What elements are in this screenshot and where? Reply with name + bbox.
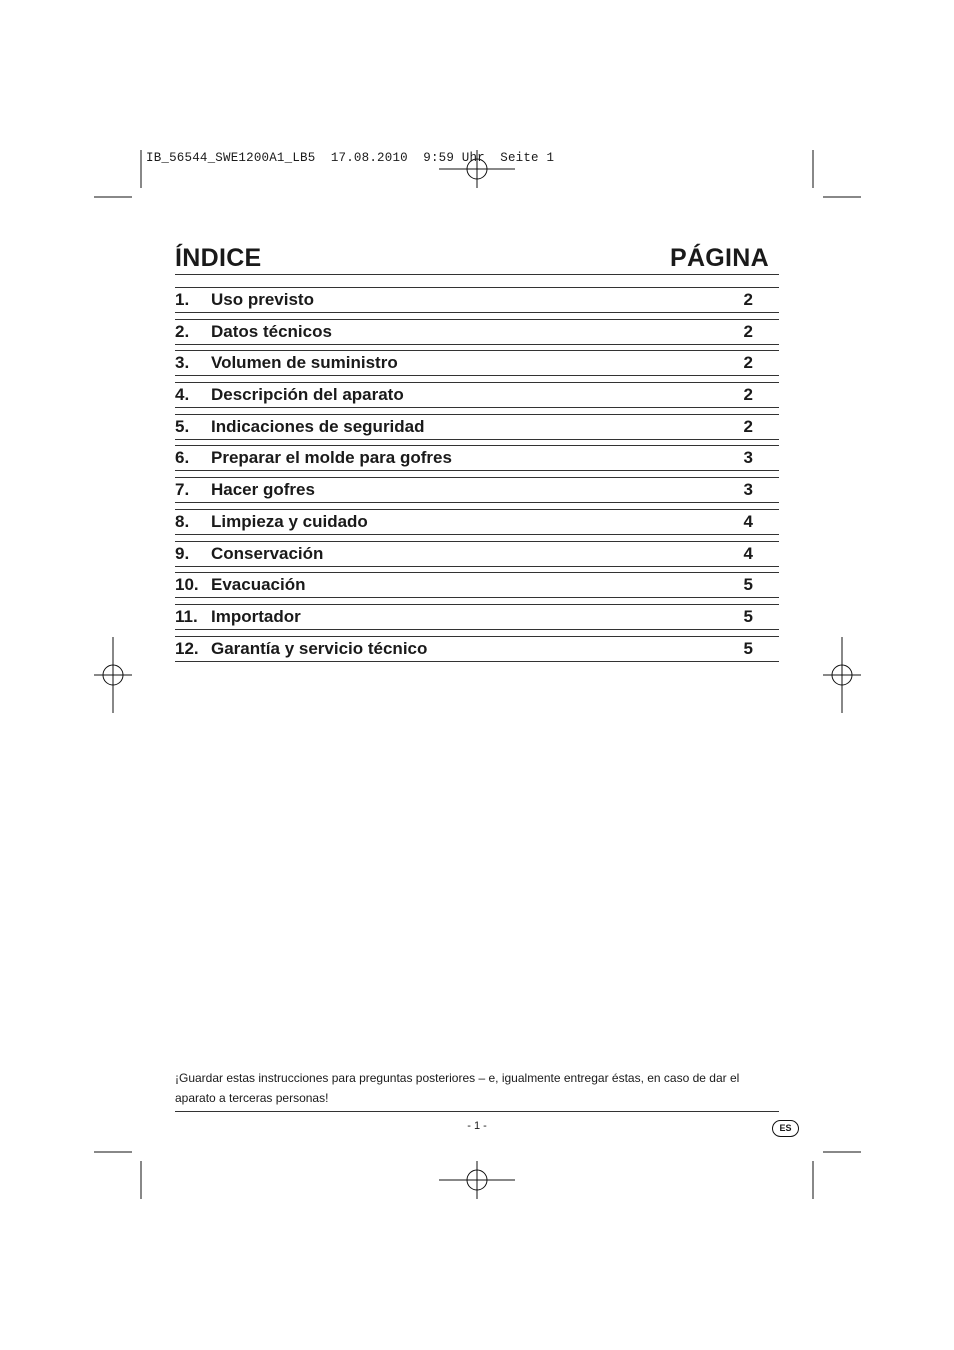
toc-number: 9. [175,543,190,563]
toc-page: 2 [743,385,753,405]
toc-row[interactable] [175,414,779,440]
toc-page: 5 [743,575,753,595]
toc-page: 3 [743,480,753,500]
toc-number: 2. [175,321,190,341]
toc-number: 10. [175,575,199,595]
toc-row[interactable] [175,319,779,345]
toc-title: Hacer gofres [211,480,315,500]
toc-row[interactable] [175,477,779,503]
toc-title: Garantía y servicio técnico [211,638,428,658]
keep-instructions-note [175,1068,779,1108]
toc-row[interactable] [175,572,779,598]
table-of-contents [175,287,779,667]
header-rule [175,274,779,275]
toc-title: Uso previsto [211,290,314,309]
toc-number: 4. [175,385,190,405]
toc-title: Indicaciones de seguridad [211,416,425,436]
toc-title: Preparar el molde para gofres [211,448,452,468]
toc-page: 4 [743,511,753,531]
toc-number: 11. [175,606,198,626]
toc-number: 8. [175,511,190,531]
toc-number: 1. [175,290,190,309]
toc-number: 5. [175,416,190,436]
toc-title: Datos técnicos [211,321,332,341]
toc-row[interactable] [175,509,779,535]
toc-title: Evacuación [211,575,306,595]
index-heading: ÍNDICE [175,244,262,272]
toc-row[interactable] [175,604,779,630]
toc-row[interactable] [175,350,779,376]
toc-page: 2 [743,321,753,341]
page-heading: PÁGINA [669,244,769,272]
toc-title: Volumen de suministro [211,353,398,373]
toc-page: 3 [743,448,753,468]
toc-title: Conservación [211,543,324,563]
toc-page: 5 [743,638,753,658]
toc-row[interactable] [175,287,779,313]
toc-title: Importador [211,606,301,626]
note-line: aparato a terceras personas! [175,1091,329,1105]
toc-page: 4 [743,543,753,563]
footer-rule [175,1111,779,1112]
toc-row[interactable] [175,382,779,408]
print-slug: IB_56544_SWE1200A1_LB5 17.08.2010 9:59 Uhr Seite 1 [146,151,555,165]
toc-row[interactable] [175,541,779,567]
toc-row[interactable] [175,445,779,471]
toc-title: Limpieza y cuidado [211,511,368,531]
toc-page: 5 [743,606,753,626]
language-badge: ES [772,1120,799,1137]
page-number: - 1 - [467,1120,487,1132]
toc-number: 12. [175,638,199,658]
note-line: ¡Guardar estas instrucciones para preguntas posteriores – e, igualmente entregar éstas, en caso de dar el [175,1071,740,1085]
toc-title: Descripción del aparato [211,385,404,405]
toc-header [175,242,769,274]
toc-page: 2 [743,290,753,309]
toc-number: 6. [175,448,190,468]
toc-page: 2 [743,416,753,436]
toc-number: 3. [175,353,190,373]
toc-row[interactable] [175,636,779,662]
toc-page: 2 [743,353,753,373]
toc-number: 7. [175,480,190,500]
